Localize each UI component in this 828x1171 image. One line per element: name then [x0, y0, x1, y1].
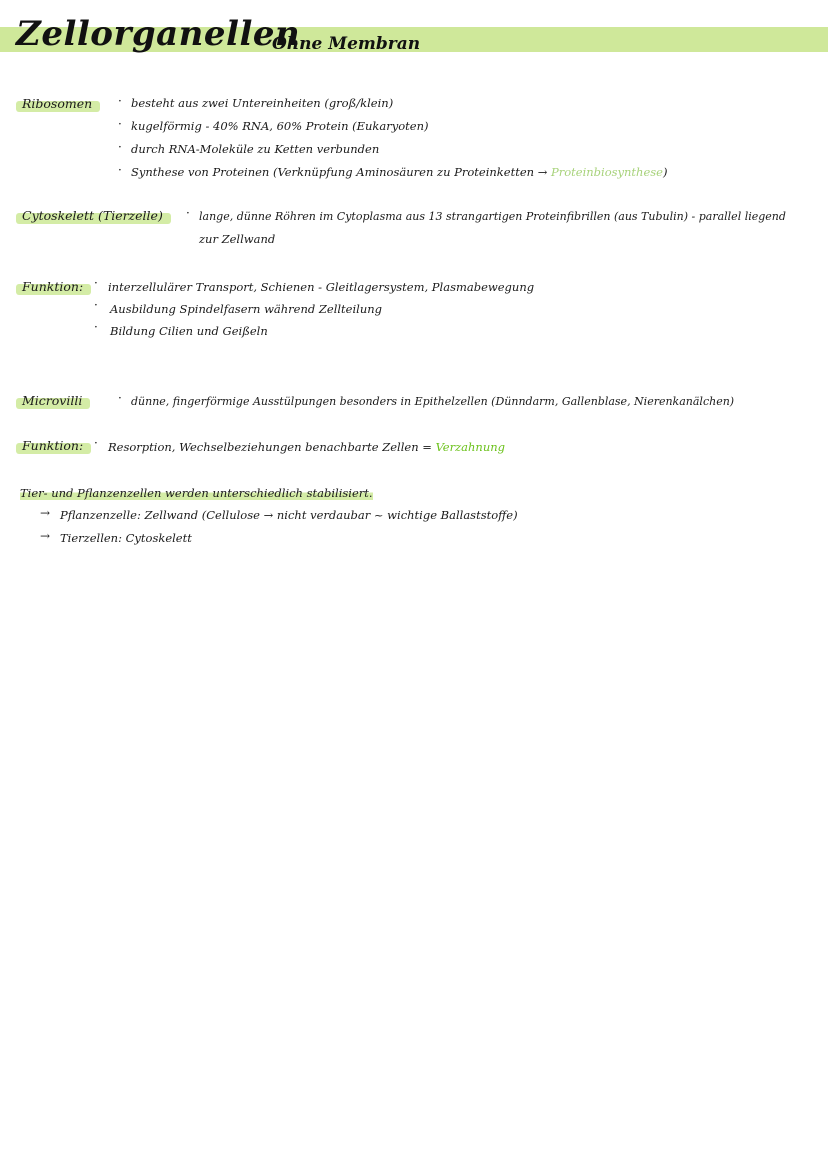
- section-label-ribosomen: Ribosomen: [20, 96, 96, 111]
- stabilisierung-item-2: Tierzellen: Cytoskelett: [60, 531, 192, 545]
- bullet-dot: ·: [118, 163, 122, 177]
- bullet-dot: ·: [94, 320, 98, 334]
- stabilisierung-heading: [20, 486, 373, 500]
- synthese-close: ): [662, 165, 668, 179]
- bullet-dot: ·: [94, 276, 98, 290]
- bullet-dot: ·: [94, 298, 98, 312]
- section-label-microvilli: Microvilli: [20, 393, 86, 408]
- bullet-dot: ·: [186, 206, 190, 220]
- funktion-bullet-3: Bildung Cilien und Geißeln: [110, 324, 268, 338]
- arrow-right-icon: →: [40, 506, 51, 520]
- bullet-dot: ·: [94, 436, 98, 450]
- cytoskelett-line-1: lange, dünne Röhren im Cytoplasma aus 13 strangartigen Proteinfibrillen (aus Tubulin) - parallel liegend: [199, 210, 786, 223]
- microvilli-text: dünne, fingerförmige Ausstülpungen besonders in Epithelzellen (Dünndarm, Gallenblase, Nierenkanälchen): [131, 395, 735, 408]
- funktion2-main-text: Resorption, Wechselbeziehungen benachbarte Zellen =: [108, 440, 432, 454]
- ribosomen-bullet-3: durch RNA-Moleküle zu Ketten verbunden: [131, 142, 380, 156]
- synthese-text: Synthese von Proteinen (Verknüpfung Aminosäuren zu Proteinketten →: [131, 165, 548, 179]
- section-label-funktion: Funktion:: [20, 279, 87, 294]
- arrow-right-icon: →: [40, 529, 51, 543]
- funktion-bullet-2: Ausbildung Spindelfasern während Zellteilung: [110, 302, 383, 316]
- bullet-dot: ·: [118, 117, 122, 131]
- ribosomen-bullet-2: kugelförmig - 40% RNA, 60% Protein (Eukaryoten): [131, 119, 429, 133]
- proteinbiosynthese-term: Proteinbiosynthese: [550, 165, 663, 179]
- cytoskelett-line-2: zur Zellwand: [199, 232, 276, 246]
- bullet-dot: ·: [118, 140, 122, 154]
- ribosomen-bullet-4: [131, 165, 667, 179]
- page-subtitle: Ohne Membran: [272, 34, 421, 54]
- section-label-funktion-2: Funktion:: [20, 438, 87, 453]
- stabilisierung-heading-text: Tier- und Pflanzenzellen werden unterschiedlich stabilisiert.: [20, 486, 373, 500]
- bullet-dot: ·: [118, 94, 122, 108]
- page-title: Zellorganellen: [16, 14, 301, 54]
- bullet-dot: ·: [118, 391, 122, 405]
- verzahnung-term: Verzahnung: [435, 440, 506, 454]
- funktion2-text: [108, 440, 505, 454]
- funktion-bullet-1: interzellulärer Transport, Schienen - Gleitlagersystem, Plasmabewegung: [108, 280, 535, 294]
- section-label-cytoskelett: Cytoskelett (Tierzelle): [20, 208, 167, 223]
- stabilisierung-item-1: Pflanzenzelle: Zellwand (Cellulose → nicht verdaubar ~ wichtige Ballaststoffe): [60, 508, 518, 522]
- ribosomen-bullet-1: besteht aus zwei Untereinheiten (groß/klein): [131, 96, 394, 110]
